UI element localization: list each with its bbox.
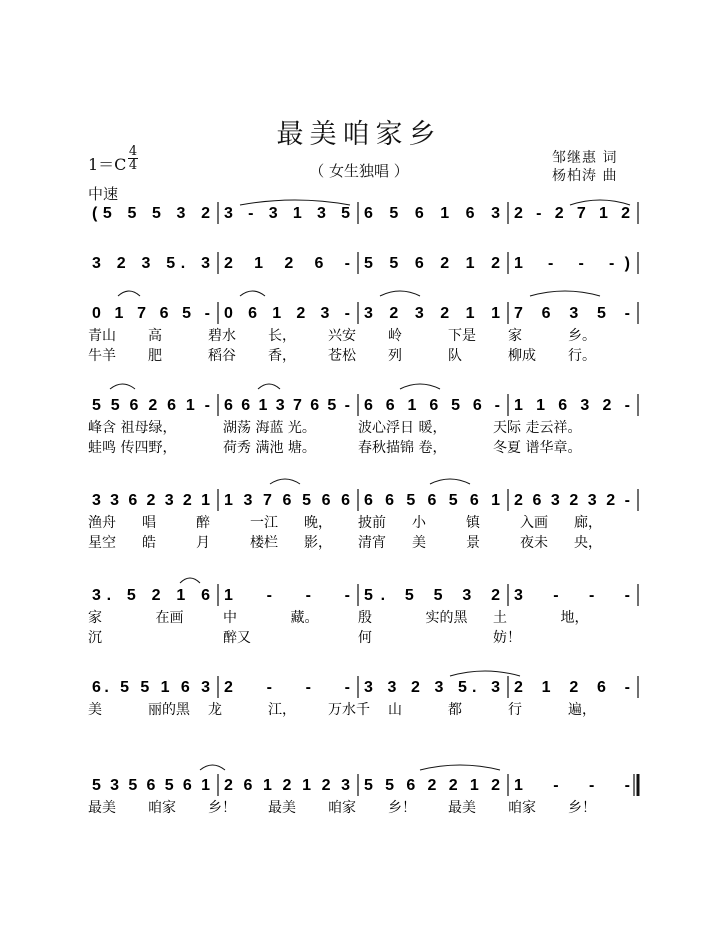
lyric-word: 乡！ bbox=[568, 800, 596, 816]
measure-notes: 3 - - - bbox=[514, 587, 630, 604]
lyric-word: 影， bbox=[304, 535, 332, 551]
measure-notes: 3 3 6 2 3 2 1 bbox=[92, 492, 210, 509]
lyric-word: 何 bbox=[358, 630, 372, 646]
lyric-word: 长， bbox=[268, 328, 296, 344]
measure-notes: 5. 5 5 3 2 bbox=[364, 587, 500, 604]
lyric-word: 夜未 bbox=[520, 535, 548, 551]
slur-mark bbox=[258, 384, 280, 389]
lyric-word: 万水千 bbox=[328, 702, 370, 718]
lyric-word: 美 bbox=[412, 535, 426, 551]
measure-notes: 1 3 7 6 5 6 6 bbox=[224, 492, 350, 509]
lyric-word: 殷 bbox=[358, 610, 372, 626]
lyric-word: 晚， bbox=[304, 515, 332, 531]
lyric-word: 江， bbox=[268, 702, 296, 718]
measure-notes: 2 1 2 6 - bbox=[514, 679, 630, 696]
lyric-word: 土 bbox=[493, 610, 507, 626]
lyric-word: 小 bbox=[412, 515, 426, 531]
lyric-word: 央， bbox=[574, 535, 602, 551]
time-signature-top: 4 bbox=[128, 144, 138, 159]
lyric-word: 最美 bbox=[268, 800, 296, 816]
slur-mark bbox=[118, 291, 140, 296]
lyric-word: 峰含 祖母绿， bbox=[88, 420, 177, 436]
lyric-word: 春秋描锦 卷， bbox=[358, 440, 447, 456]
lyric-word: 披前 bbox=[358, 515, 386, 531]
lyric-word: 香， bbox=[268, 348, 296, 364]
tempo-marking: 中速 bbox=[88, 185, 119, 203]
lyric-word: 最美 bbox=[448, 800, 476, 816]
lyric-word: 中 bbox=[223, 610, 237, 626]
lyric-word: 月 bbox=[196, 535, 210, 551]
lyric-word: 唱 bbox=[142, 515, 156, 531]
lyric-word: 丽的黑 bbox=[148, 702, 190, 718]
lyric-word: 在画 bbox=[155, 610, 184, 626]
slur-mark bbox=[420, 765, 500, 770]
slur-mark bbox=[240, 291, 265, 296]
lyric-word: 镇 bbox=[466, 515, 480, 531]
lyric-word: 山 bbox=[388, 702, 402, 718]
lyric-word: 星空 bbox=[88, 535, 116, 551]
lyric-word: 岭 bbox=[388, 328, 402, 344]
lyric-word: 下是 bbox=[448, 328, 476, 344]
measure-notes: 5 3 5 6 5 6 1 bbox=[92, 777, 210, 794]
lyric-word: 沉 bbox=[88, 630, 102, 646]
lyric-word: 青山 bbox=[88, 328, 116, 344]
measure-notes: (5 5 5 3 2 bbox=[92, 205, 210, 222]
slur-mark bbox=[380, 291, 420, 296]
slur-mark bbox=[270, 479, 300, 484]
lyric-word: 咱家 bbox=[328, 800, 356, 816]
lyric-word: 实的黑 bbox=[425, 610, 468, 626]
lyric-word: 美 bbox=[88, 702, 102, 718]
lyric-word: 入画 bbox=[520, 515, 548, 531]
lyric-word: 咱家 bbox=[148, 800, 176, 816]
lyric-word: 皓 bbox=[142, 535, 156, 551]
lyric-word: 苍松 bbox=[328, 348, 356, 364]
measure-notes: 6 6 5 6 5 6 1 bbox=[364, 492, 500, 509]
lyric-word: 一江 bbox=[250, 515, 278, 531]
slur-mark bbox=[110, 384, 135, 389]
measure-notes: 6. 5 5 1 6 3 bbox=[92, 679, 210, 696]
measure-notes: 1 - - -) bbox=[514, 255, 630, 272]
lyric-word: 列 bbox=[388, 348, 402, 364]
lyric-word: 高 bbox=[148, 328, 162, 344]
measure-notes: 2 - - - bbox=[224, 679, 350, 696]
lyric-word: 咱家 bbox=[508, 800, 536, 816]
lyric-word: 廊， bbox=[574, 515, 602, 531]
key-signature: 1＝C bbox=[88, 155, 127, 174]
slur-mark bbox=[530, 291, 600, 296]
song-title: 最美咱家乡 bbox=[276, 119, 442, 150]
lyric-word: 行 bbox=[508, 702, 522, 718]
lyric-word: 龙 bbox=[208, 702, 222, 718]
lyric-word: 蛙鸣 传四野， bbox=[88, 440, 177, 456]
lyric-word: 碧水 bbox=[208, 328, 236, 344]
measure-notes: 3 3 2 3 5. 3 bbox=[364, 679, 500, 696]
lyric-word: 妨！ bbox=[493, 630, 521, 646]
lyric-word: 家 bbox=[88, 610, 102, 626]
slur-mark bbox=[430, 479, 470, 484]
measure-notes: 2 6 1 2 1 2 3 bbox=[224, 777, 350, 794]
lyric-word: 湖荡 海蓝 光。 bbox=[223, 420, 316, 436]
lyric-word: 最美 bbox=[88, 800, 116, 816]
lyric-word: 遍， bbox=[568, 702, 596, 718]
slur-mark bbox=[450, 671, 520, 676]
lyric-word: 醉 bbox=[196, 515, 210, 531]
lyric-word: 醉又 bbox=[223, 630, 251, 646]
measure-notes: 1 - - - bbox=[224, 587, 350, 604]
lyric-word: 都 bbox=[448, 702, 462, 718]
song-subtitle: （ 女生独唱 ） bbox=[309, 162, 409, 180]
lyric-word: 柳成 bbox=[508, 348, 536, 364]
measure-notes: 0 1 7 6 5 - bbox=[92, 305, 210, 322]
lyric-word: 乡！ bbox=[208, 800, 236, 816]
measure-notes: 2 - 2 7 1 2 bbox=[514, 205, 630, 222]
lyric-word: 冬夏 谱华章。 bbox=[493, 440, 582, 456]
lyric-word: 牛羊 bbox=[88, 348, 116, 364]
measure-notes: 1 1 6 3 2 - bbox=[514, 397, 630, 414]
lyric-word: 荷秀 满池 塘。 bbox=[223, 440, 316, 456]
measure-notes: 5 5 6 2 2 1 2 bbox=[364, 777, 500, 794]
measure-notes: 5 5 6 2 6 1 - bbox=[92, 397, 210, 414]
lyric-word: 队 bbox=[448, 348, 462, 364]
lyric-word: 楼栏 bbox=[250, 535, 278, 551]
measure-notes: 2 1 2 6 - bbox=[224, 255, 350, 272]
measure-notes: 3. 5 2 1 6 bbox=[92, 587, 210, 604]
lyric-word: 清宵 bbox=[358, 535, 386, 551]
time-signature-bottom: 4 bbox=[128, 158, 138, 173]
measure-notes: 6 6 1 3 7 6 5 - bbox=[224, 397, 350, 414]
lyric-word: 兴安 bbox=[328, 328, 356, 344]
lyric-word: 波心浮日 暖， bbox=[358, 420, 447, 436]
slur-mark bbox=[200, 765, 225, 770]
lyricist-credit: 邹继惠 词 bbox=[552, 150, 618, 166]
lyric-word: 家 bbox=[508, 328, 522, 344]
measure-notes: 3 - 3 1 3 5 bbox=[224, 205, 350, 222]
measure-notes: 6 5 6 1 6 3 bbox=[364, 205, 500, 222]
slur-mark bbox=[400, 384, 440, 389]
measure-notes: 3 2 3 5. 3 bbox=[92, 255, 210, 272]
measure-notes: 7 6 3 5 - bbox=[514, 305, 630, 322]
measure-notes: 6 6 1 6 5 6 - bbox=[364, 397, 500, 414]
lyric-word: 乡！ bbox=[388, 800, 416, 816]
measure-notes: 0 6 1 2 3 - bbox=[224, 305, 350, 322]
measure-notes: 1 - - - bbox=[514, 777, 630, 794]
lyric-word: 乡。 bbox=[568, 328, 596, 344]
lyric-word: 藏。 bbox=[290, 610, 319, 626]
measure-notes: 3 2 3 2 1 1 bbox=[364, 305, 500, 322]
lyric-word: 肥 bbox=[148, 348, 162, 364]
measure-notes: 2 6 3 2 3 2 - bbox=[514, 492, 630, 509]
lyric-word: 行。 bbox=[568, 348, 596, 364]
composer-credit: 杨柏涛 曲 bbox=[552, 168, 618, 184]
measure-notes: 5 5 6 2 1 2 bbox=[364, 255, 500, 272]
slur-mark bbox=[180, 578, 200, 583]
lyric-word: 天际 走云祥。 bbox=[493, 420, 582, 436]
lyric-word: 渔舟 bbox=[88, 515, 116, 531]
lyric-word: 景 bbox=[466, 535, 480, 551]
lyric-word: 稻谷 bbox=[208, 348, 236, 364]
lyric-word: 地， bbox=[560, 610, 589, 626]
